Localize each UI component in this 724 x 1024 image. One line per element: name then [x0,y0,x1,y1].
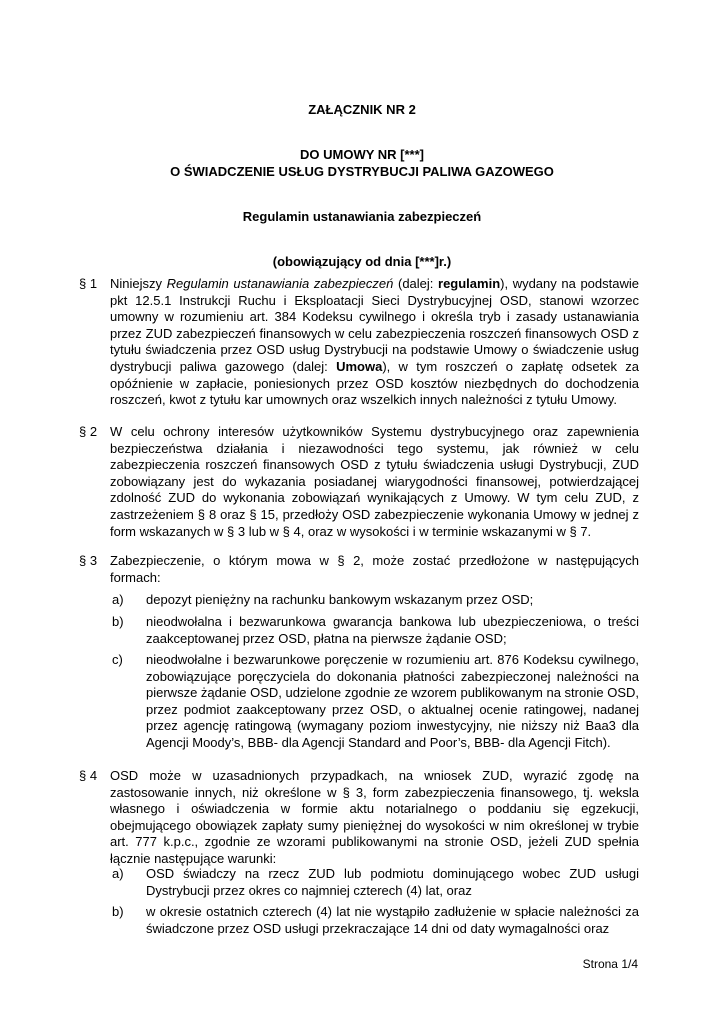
list-item-label: b) [112,904,124,919]
list-item [112,904,639,937]
agreement-number-text: DO UMOWY NR [***] [300,147,424,162]
list-item [112,866,639,899]
section-text: W celu ochrony interesów użytkowników Systemu dystrybucyjnego oraz zapewnienia bezpieczeństwa działania i niezawodności tego systemu, jak również w celu zabezpieczenia roszczeń finansowych OSD z tytułu świadczenia usługi Dystrybucji, ZUD zobowiązany jest do wykazania posiadanej wiarygodności finansowej, potwierdzającej zdolność ZUD do wykonania zobowiązań wynikających z Umowy. W tym celu ZUD, z zastrzeżeniem § 8 oraz § 15, przedłoży OSD zabezpieczenie wykonania Umowy w jednej z form wskazanych w § 3 lub w § 4, oraz w wysokości i w terminie wskazanymi w § 7. [110,424,639,539]
section-number: § 1 [79,276,98,291]
defined-term: regulamin [438,276,501,291]
section-3 [79,553,639,586]
list-item-text: depozyt pieniężny na rachunku bankowym wskazanym przez OSD; [146,592,534,607]
list-item-label: a) [112,866,124,881]
page-number: Strona 1/4 [582,957,638,971]
section-2 [79,424,639,540]
section-1 [79,276,639,409]
list-item-label: a) [112,592,124,607]
section-text: OSD może w uzasadnionych przypadkach, na wniosek ZUD, wyrazić zgodę na zastosowanie innych, niż określone w § 3, form zabezpieczenia finansowego, tj. weksla własnego i oświadczenia w formie aktu notarialnego o poddaniu się egzekucji, obejmującego obowiązek zapłaty sumy pieniężnej do wysokości w nim określonej w trybie art. 777 k.p.c., zgodnie ze wzorami publikowanymi na stronie OSD, jeżeli ZUD spełnia łącznie następujące warunki: [110,768,639,866]
regulation-title: Regulamin ustanawiania zabezpieczeń [242,209,482,224]
text-run: (dalej: [393,276,439,291]
list-item-text: OSD świadczy na rzecz ZUD lub podmiotu dominującego wobec ZUD usługi Dystrybucji przez okres co najmniej czterech (4) lat, oraz [146,866,639,898]
list-item [112,652,639,752]
agreement-subject: O ŚWIADCZENIE USŁUG DYSTRYBUCJI PALIWA GAZOWEGO [170,164,554,179]
section-number: § 3 [79,553,98,568]
section-4 [79,768,639,868]
list-item-label: c) [112,652,123,667]
list-item [112,614,639,647]
text-run: ), wydany na podstawie pkt 12.5.1 Instrukcji Ruchu i Eksploatacji Sieci Dystrybucyjnej OSD, stanowi wzorzec umowny w rozumieniu art. 384 Kodeksu cywilnego i określa tryb i zasady ustanawiania przez ZUD zabezpieczeń finansowych w celu zabezpieczenia roszczeń finansowych OSD z tytułu świadczenia przez OSD usług Dystrybucji na podstawie Umowy o świadczenie usług dystrybucji paliwa gazowego (dalej: [110,276,639,374]
document-title: ZAŁĄCZNIK NR 2 [308,102,416,117]
section-text: Zabezpieczenie, o którym mowa w § 2, może zostać przedłożone w następujących formach: [110,553,639,585]
effective-date: (obowiązujący od dnia [***]r.) [272,254,452,269]
list-item [112,592,639,609]
text-run: Niniejszy [110,276,167,291]
section-text [110,276,639,409]
section-number: § 4 [79,768,98,783]
defined-term: Umowa [336,358,383,374]
list-item-text: w okresie ostatnich czterech (4) lat nie wystąpiło zadłużenie w spłacie należności za świadczone przez OSD usługi przekraczające 14 dni od daty wymagalności oraz [146,904,639,936]
list-item-label: b) [112,614,124,629]
list-item-text: nieodwołalna i bezwarunkowa gwarancja bankowa lub ubezpieczeniowa, o treści zaakceptowanej przez OSD, płatna na pierwsze żądanie OSD; [146,614,639,646]
list-item-text: nieodwołalne i bezwarunkowe poręczenie w rozumieniu art. 876 Kodeksu cywilnego, zobowiązujące poręczyciela do dokonania płatności zabezpieczonej należności na pierwsze żądanie OSD, udzielone zgodnie ze wzorem publikowanym na stronie OSD, przez podmiot zaakceptowany przez OSD, o aktualnej ocenie ratingowej, nadanej przez agencję ratingową (wymagany poziom inwestycyjny, nie niższy niż Baa3 dla Agencji Moody’s, BBB- dla Agencji Standard and Poor’s, BBB- dla Agencji Fitch). [146,652,639,750]
section-number: § 2 [79,424,98,439]
agreement-number [0,146,724,163]
text-run: ), w tym roszczeń o zapłatę odsetek za opóźnienie w zapłacie, poniesionych przez OSD kosztów niezbędnych do dochodzenia roszczeń, kwot z tytułu kar umownych oraz wszelkich innych należności z tytułu Umowy. [110,358,639,408]
regulation-name-italic: Regulamin ustanawiania zabezpieczeń [166,276,394,291]
